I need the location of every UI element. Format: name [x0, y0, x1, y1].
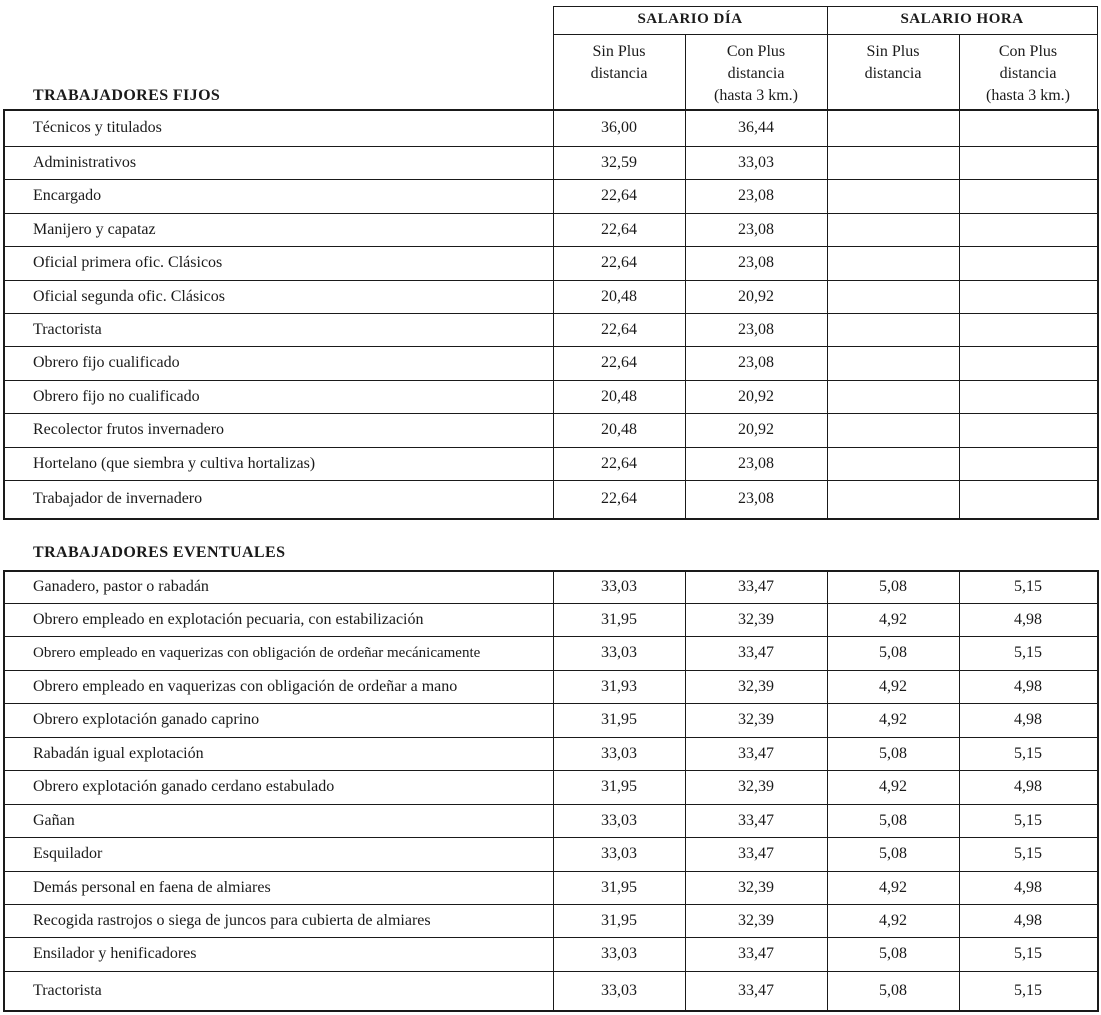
eventuales-row-label: Rabadán igual explotación — [33, 745, 204, 762]
eventuales-row-value: 5,08 — [879, 578, 907, 595]
fijos-row-rule — [3, 280, 1098, 281]
eventuales-row-value: 32,39 — [738, 912, 774, 929]
eventuales-row-rule — [3, 670, 1098, 671]
eventuales-row-value: 5,08 — [879, 945, 907, 962]
header-salario-hora: SALARIO HORA — [900, 11, 1024, 27]
eventuales-row-value: 4,98 — [1014, 778, 1042, 795]
eventuales-row-value: 31,95 — [601, 912, 637, 929]
header-hora-sin-plus-line-1: Sin Plus — [866, 43, 920, 60]
eventuales-row-value: 5,15 — [1014, 845, 1042, 862]
fijos-row-value: 20,48 — [601, 421, 637, 438]
fijos-row-value: 22,64 — [601, 455, 637, 472]
fijos-left-rule — [3, 109, 5, 520]
eventuales-row-value: 5,08 — [879, 745, 907, 762]
eventuales-row-label: Tractorista — [33, 982, 102, 999]
eventuales-row-value: 5,15 — [1014, 812, 1042, 829]
eventuales-row-value: 5,08 — [879, 644, 907, 661]
section-title-fijos: TRABAJADORES FIJOS — [33, 87, 221, 104]
header-hora-sin-plus-line-2: distancia — [864, 65, 922, 82]
eventuales-row-label: Recogida rastrojos o siega de juncos para cubierta de almiares — [33, 912, 431, 929]
eventuales-row-value: 4,98 — [1014, 678, 1042, 695]
fijos-row-value: 20,48 — [601, 288, 637, 305]
header-hora-con-plus-line-2: distancia — [999, 65, 1057, 82]
eventuales-row-rule — [3, 971, 1098, 972]
eventuales-row-label: Ensilador y henificadores — [33, 945, 197, 962]
eventuales-row-value: 33,03 — [601, 745, 637, 762]
fijos-row-value: 23,08 — [738, 187, 774, 204]
eventuales-row-value: 4,92 — [879, 678, 907, 695]
eventuales-row-value: 32,39 — [738, 778, 774, 795]
header-dia-con-plus-line-1: Con Plus — [726, 43, 786, 60]
fijos-row-label: Oficial segunda ofic. Clásicos — [33, 288, 225, 305]
eventuales-row-value: 33,47 — [738, 945, 774, 962]
fijos-row-rule — [3, 179, 1098, 180]
eventuales-row-value: 4,92 — [879, 711, 907, 728]
eventuales-row-value: 33,47 — [738, 982, 774, 999]
fijos-row-value: 23,08 — [738, 354, 774, 371]
fijos-row-label: Técnicos y titulados — [33, 119, 162, 136]
fijos-bottom-rule — [3, 518, 1099, 520]
eventuales-row-value: 4,92 — [879, 912, 907, 929]
fijos-row-rule — [3, 413, 1098, 414]
fijos-row-label: Obrero fijo cualificado — [33, 354, 180, 371]
fijos-row-label: Obrero fijo no cualificado — [33, 388, 200, 405]
fijos-row-label: Trabajador de invernadero — [33, 490, 203, 507]
fijos-row-value: 22,64 — [601, 221, 637, 238]
fijos-row-value: 23,08 — [738, 254, 774, 271]
fijos-top-rule — [3, 109, 1099, 111]
fijos-row-rule — [3, 380, 1098, 381]
eventuales-row-value: 5,15 — [1014, 945, 1042, 962]
header-hora-con-plus-line-3: (hasta 3 km.) — [986, 87, 1070, 104]
eventuales-top-rule — [3, 570, 1099, 572]
eventuales-row-label: Ganadero, pastor o rabadán — [33, 578, 209, 595]
eventuales-row-value: 31,95 — [601, 879, 637, 896]
fijos-row-rule — [3, 346, 1098, 347]
fijos-row-label: Recolector frutos invernadero — [33, 421, 225, 438]
fijos-row-label: Hortelano (que siembra y cultiva hortalizas) — [33, 455, 316, 472]
eventuales-row-value: 33,03 — [601, 945, 637, 962]
eventuales-row-value: 32,39 — [738, 879, 774, 896]
eventuales-row-rule — [3, 937, 1098, 938]
fijos-row-rule — [3, 246, 1098, 247]
eventuales-row-value: 5,08 — [879, 812, 907, 829]
header-vline — [1097, 6, 1098, 109]
fijos-row-value: 20,92 — [738, 421, 774, 438]
fijos-row-rule — [3, 480, 1098, 481]
fijos-row-value: 22,64 — [601, 187, 637, 204]
fijos-row-value: 20,48 — [601, 388, 637, 405]
header-top-rule — [553, 6, 1098, 7]
eventuales-row-rule — [3, 603, 1098, 604]
fijos-row-value: 32,59 — [601, 154, 637, 171]
eventuales-row-rule — [3, 703, 1098, 704]
eventuales-bottom-rule — [3, 1010, 1099, 1012]
eventuales-row-value: 5,15 — [1014, 578, 1042, 595]
eventuales-row-label: Obrero empleado en explotación pecuaria, con estabilización — [33, 611, 424, 628]
eventuales-row-label: Obrero explotación ganado caprino — [33, 711, 260, 728]
eventuales-row-rule — [3, 636, 1098, 637]
eventuales-row-value: 31,95 — [601, 611, 637, 628]
eventuales-row-value: 32,39 — [738, 611, 774, 628]
eventuales-row-value: 31,95 — [601, 711, 637, 728]
eventuales-row-value: 33,03 — [601, 578, 637, 595]
fijos-row-rule — [3, 447, 1098, 448]
eventuales-row-label: Obrero empleado en vaquerizas con obligación de ordeñar mecánicamente — [33, 645, 481, 661]
eventuales-row-value: 5,08 — [879, 982, 907, 999]
fijos-row-rule — [3, 213, 1098, 214]
header-dia-con-plus-line-3: (hasta 3 km.) — [714, 87, 798, 104]
eventuales-row-value: 33,03 — [601, 845, 637, 862]
eventuales-row-label: Gañan — [33, 812, 75, 829]
eventuales-row-rule — [3, 871, 1098, 872]
fijos-row-value: 22,64 — [601, 254, 637, 271]
eventuales-row-value: 5,15 — [1014, 745, 1042, 762]
eventuales-row-label: Obrero explotación ganado cerdano estabulado — [33, 778, 335, 795]
eventuales-row-value: 4,98 — [1014, 879, 1042, 896]
fijos-row-value: 23,08 — [738, 455, 774, 472]
fijos-row-value: 22,64 — [601, 321, 637, 338]
eventuales-row-value: 32,39 — [738, 678, 774, 695]
eventuales-row-value: 4,92 — [879, 879, 907, 896]
eventuales-row-value: 5,15 — [1014, 644, 1042, 661]
eventuales-row-rule — [3, 804, 1098, 805]
eventuales-row-value: 4,98 — [1014, 611, 1042, 628]
fijos-right-rule — [1097, 109, 1099, 520]
eventuales-row-label: Obrero empleado en vaquerizas con obligación de ordeñar a mano — [33, 678, 458, 695]
eventuales-row-label: Esquilador — [33, 845, 103, 862]
fijos-row-value: 33,03 — [738, 154, 774, 171]
eventuales-row-value: 32,39 — [738, 711, 774, 728]
fijos-row-label: Tractorista — [33, 321, 102, 338]
fijos-row-value: 20,92 — [738, 388, 774, 405]
fijos-row-label: Encargado — [33, 187, 102, 204]
eventuales-row-value: 33,03 — [601, 812, 637, 829]
fijos-row-label: Manijero y capataz — [33, 221, 156, 238]
eventuales-row-label: Demás personal en faena de almiares — [33, 879, 271, 896]
eventuales-row-value: 33,47 — [738, 578, 774, 595]
eventuales-row-value: 33,47 — [738, 745, 774, 762]
eventuales-row-value: 4,98 — [1014, 912, 1042, 929]
eventuales-row-rule — [3, 737, 1098, 738]
eventuales-row-value: 31,93 — [601, 678, 637, 695]
header-dia-sin-plus-line-2: distancia — [590, 65, 648, 82]
fijos-row-value: 22,64 — [601, 354, 637, 371]
fijos-row-value: 36,00 — [601, 119, 637, 136]
fijos-row-label: Administrativos — [33, 154, 137, 171]
eventuales-row-rule — [3, 770, 1098, 771]
header-hora-con-plus-line-1: Con Plus — [998, 43, 1058, 60]
eventuales-row-value: 4,98 — [1014, 711, 1042, 728]
eventuales-row-rule — [3, 904, 1098, 905]
eventuales-row-value: 4,92 — [879, 611, 907, 628]
eventuales-row-value: 33,03 — [601, 982, 637, 999]
fijos-row-value: 22,64 — [601, 490, 637, 507]
eventuales-row-rule — [3, 837, 1098, 838]
header-group-rule — [553, 34, 1098, 35]
fijos-row-rule — [3, 146, 1098, 147]
eventuales-row-value: 31,95 — [601, 778, 637, 795]
eventuales-row-value: 5,08 — [879, 845, 907, 862]
fijos-row-value: 23,08 — [738, 490, 774, 507]
eventuales-row-value: 33,47 — [738, 812, 774, 829]
fijos-row-rule — [3, 313, 1098, 314]
eventuales-row-value: 4,92 — [879, 778, 907, 795]
fijos-row-value: 23,08 — [738, 321, 774, 338]
header-dia-sin-plus-line-1: Sin Plus — [592, 43, 646, 60]
eventuales-row-value: 5,15 — [1014, 982, 1042, 999]
fijos-row-label: Oficial primera ofic. Clásicos — [33, 254, 223, 271]
eventuales-row-value: 33,03 — [601, 644, 637, 661]
eventuales-row-value: 33,47 — [738, 845, 774, 862]
header-dia-con-plus-line-2: distancia — [727, 65, 785, 82]
section-title-eventuales: TRABAJADORES EVENTUALES — [33, 544, 286, 561]
fijos-row-value: 23,08 — [738, 221, 774, 238]
fijos-row-value: 20,92 — [738, 288, 774, 305]
header-salario-dia: SALARIO DÍA — [637, 11, 743, 27]
eventuales-row-value: 33,47 — [738, 644, 774, 661]
fijos-row-value: 36,44 — [738, 119, 774, 136]
